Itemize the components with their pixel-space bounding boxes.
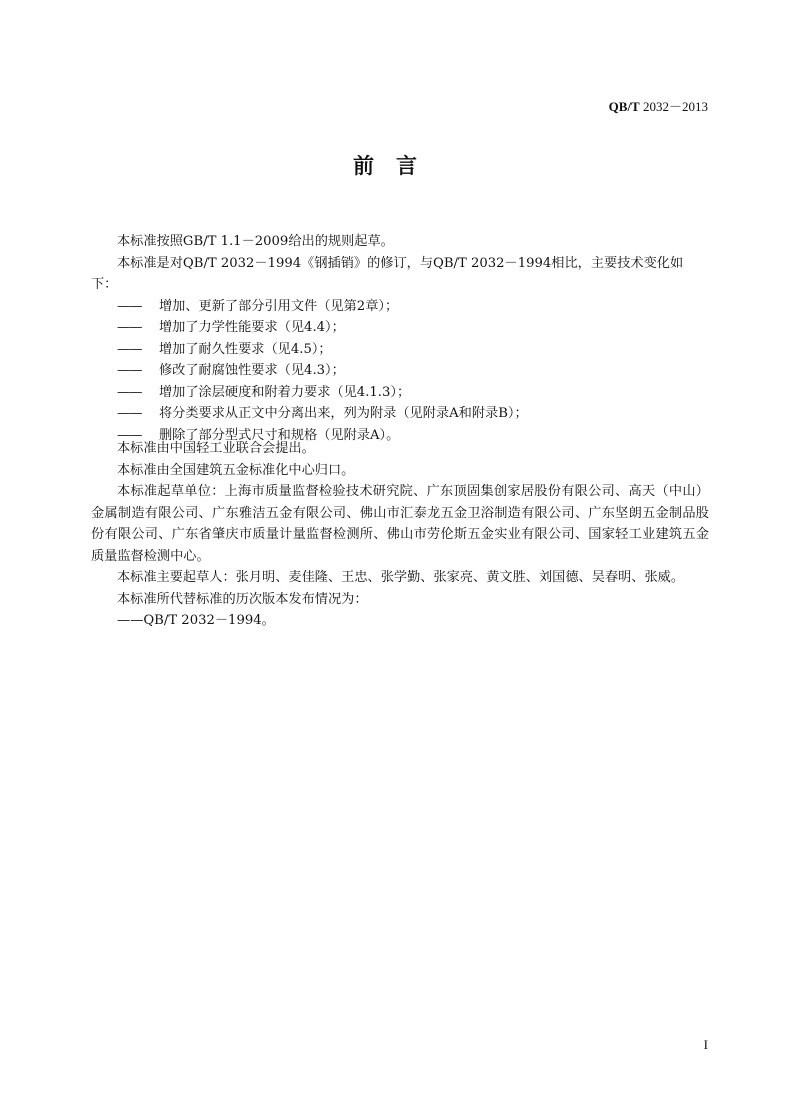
standard-code-number: 2032－2013 xyxy=(639,99,708,114)
change-item xyxy=(91,317,709,339)
history-intro: 本标准所代替标准的历次版本发布情况为： xyxy=(117,591,368,607)
change-dash: —— xyxy=(117,363,142,378)
change-text: 增加了力学性能要求（见4.4）； xyxy=(159,320,345,335)
change-dash: —— xyxy=(117,298,142,314)
change-dash: —— xyxy=(117,384,142,400)
centralized-by: 本标准由全国建筑五金标准化中心归口。 xyxy=(117,462,355,478)
proposed-by: 本标准由中国轻工业联合会提出。 xyxy=(117,441,315,456)
intro-paragraph-2: 本标准是对QB/T 2032－1994《钢插销》的修订，与QB/T 2032－1994相比，主要技术变化如下： xyxy=(91,255,684,292)
change-item xyxy=(91,339,709,361)
change-item xyxy=(91,403,709,425)
page-number: I xyxy=(703,1037,708,1052)
change-dash: —— xyxy=(117,320,142,335)
drafting-units: 本标准起草单位：上海市质量监督检验技术研究院、广东顶固集创家居股份有限公司、高天（中山）金属制造有限公司、广东雅洁五金有限公司、佛山市汇泰龙五金卫浴制造有限公司、广东坚朗五金制品股份有限公司、广东省肇庆市质量计量监督检测所、佛山市劳伦斯五金实业有限公司、国家轻工业建筑五金质量监督检测中心。 xyxy=(91,484,709,564)
intro-section xyxy=(91,231,709,446)
change-text: 将分类要求从正文中分离出来，列为附录（见附录A和附录B）； xyxy=(159,406,528,421)
standard-code-prefix: QB/T xyxy=(608,99,640,114)
change-dash: —— xyxy=(117,427,142,443)
history-item: ——QB/T 2032－1994。 xyxy=(117,613,275,628)
change-text: 增加了涂层硬度和附着力要求（见4.1.3）； xyxy=(159,384,411,400)
change-item xyxy=(91,360,709,382)
page-title: 前言 xyxy=(353,154,439,178)
change-dash: —— xyxy=(117,341,142,357)
change-text: 增加、更新了部分引用文件（见第2章）； xyxy=(159,298,399,314)
change-dash: —— xyxy=(117,406,142,421)
intro-paragraph-1: 本标准按照GB/T 1.1－2009给出的规则起草。 xyxy=(117,234,394,249)
info-section xyxy=(91,438,709,632)
standard-code xyxy=(609,96,708,115)
drafters: 本标准主要起草人：张月明、麦佳隆、王忠、张学勤、张家亮、黄文胜、刘国德、吴春明、张威。 xyxy=(117,570,685,585)
changes-list xyxy=(91,296,709,447)
change-item xyxy=(91,382,709,404)
change-text: 删除了部分型式尺寸和规格（见附录A）。 xyxy=(159,427,400,443)
change-text: 修改了耐腐蚀性要求（见4.3）； xyxy=(159,363,345,378)
change-text: 增加了耐久性要求（见4.5）； xyxy=(159,341,332,357)
change-item xyxy=(91,296,709,318)
